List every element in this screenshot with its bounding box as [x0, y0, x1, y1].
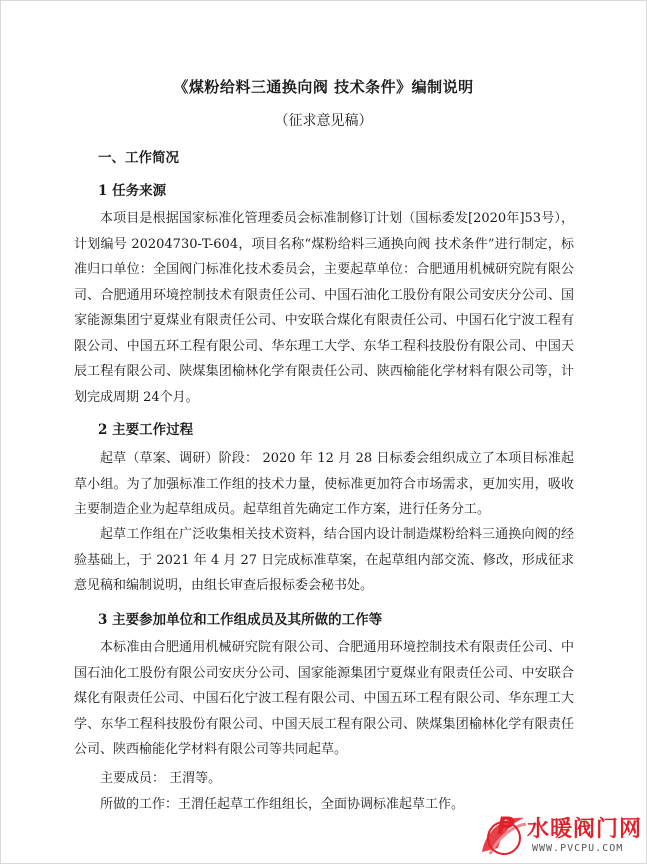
watermark-logo-letter: P	[497, 812, 515, 840]
document-title: 《煤粉给料三通换向阀 技术条件》编制说明	[173, 78, 474, 96]
paragraph-task-source: 本项目是根据国家标准化管理委员会标准制修订计划（国标委发[2020年]53号），计划编号 20204730-T-604，项目名称“煤粉给料三通换向阀 技术条件”进行制定，标准归口单位：全国阀门标准化技术委员会，主要起草单位：合肥通用机械研究院有限公司、合肥通用环境控制技术有限责任公司、中国石油化工股份有限公司安庆分公司、国家能源集团宁夏煤业有限责任公司、中安联合煤化有限责任公司、中国石化宁波工程有限公司、中国五环工程有限公司、华东理工大学、东华工程科技股份有限公司、中国天辰工程有限公司、陕煤集团榆林化学有限责任公司、陕西榆能化学材料有限公司等，计划完成周期 24个月。	[74, 211, 574, 405]
members-line: 主要成员： 王渭等。	[100, 771, 222, 786]
watermark-url: WWW.PVCPU.COM	[532, 843, 624, 854]
section-heading-work-overview: 一、工作简况	[98, 150, 179, 166]
paragraph-draft-completion: 起草工作组在广泛收集相关技术资料，结合国内设计制造煤粉给料三通换向阀的经验基础上，于 2021 年 4 月 27 日完成标准草案，在起草组内部交流、修改，形成征求意见稿和编制说明，由组长审查后报标委会秘书处。	[74, 527, 574, 593]
subsection-heading-task-source: 1 任务来源	[98, 183, 167, 199]
paragraph-participants: 本标准由合肥通用机械研究院有限公司、合肥通用环境控制技术有限责任公司、中国石油化工股份有限公司安庆分公司、国家能源集团宁夏煤业有限责任公司、中安联合煤化有限责任公司、中国石化宁波工程有限公司、中国五环工程有限公司、华东理工大学、东华工程科技股份有限公司、中国天辰工程有限公司、陕煤集团榆林化学有限责任公司、陕西榆能化学材料有限公司等共同起草。	[74, 640, 574, 757]
subsection-heading-participants: 3 主要参加单位和工作组成员及其所做的工作等	[98, 612, 383, 628]
subsection-heading-work-process: 2 主要工作过程	[98, 422, 194, 438]
document-subtitle: （征求意见稿）	[274, 113, 373, 129]
watermark-brand-text: 水暖阀门网	[527, 817, 643, 842]
paragraph-drafting-stage: 起草（草案、调研）阶段： 2020 年 12 月 28 日标委会组织成立了本项目标准起草小组。为了加强标准工作组的技术力量，使标准更加符合市场需求，更加实用，吸收主要制造企业为起草组成员。起草组首先确定工作方案，进行任务分工。	[74, 451, 574, 517]
work-line: 所做的工作：王渭任起草工作组组长，全面协调标准起草工作。	[100, 797, 465, 812]
